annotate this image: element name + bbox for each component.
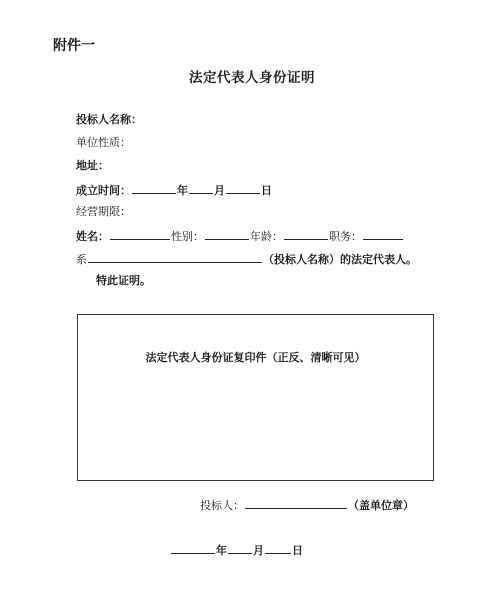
established-year-blank[interactable] — [132, 181, 176, 194]
certify-text: 特此证明。 — [96, 274, 151, 287]
representative-row — [76, 250, 417, 266]
bidder-name-label: 投标人名称： — [76, 113, 142, 126]
name-blank[interactable] — [110, 227, 170, 240]
date-year-unit: 年 — [216, 544, 227, 557]
position-label: 职务： — [329, 230, 362, 243]
address-label: 地址： — [76, 159, 109, 172]
established-year-unit: 年 — [177, 184, 188, 197]
bidder-name-blank[interactable] — [88, 250, 262, 263]
date-day-blank[interactable] — [265, 541, 291, 554]
established-row — [76, 181, 272, 197]
signature-blank[interactable] — [245, 496, 347, 509]
position-blank[interactable] — [363, 227, 403, 240]
established-day-blank[interactable] — [226, 181, 260, 194]
established-month-unit: 月 — [214, 184, 225, 197]
date-day-unit: 日 — [292, 544, 303, 557]
id-copy-box — [77, 314, 434, 481]
person-info-row — [76, 227, 404, 243]
established-day-unit: 日 — [261, 184, 272, 197]
established-month-blank[interactable] — [189, 181, 213, 194]
signature-row — [200, 496, 414, 513]
established-label: 成立时间： — [76, 184, 131, 197]
page-title: 法定代表人身份证明 — [189, 70, 315, 86]
name-label: 姓名： — [76, 230, 109, 243]
date-month-blank[interactable] — [228, 541, 252, 554]
date-row — [170, 541, 303, 558]
is-prefix: 系 — [76, 253, 87, 266]
date-year-blank[interactable] — [171, 541, 215, 554]
id-copy-caption: 法定代表人身份证复印件（正反、清晰可见） — [145, 351, 366, 364]
seal-note: （盖单位章） — [348, 499, 414, 512]
attachment-label: 附件一 — [53, 38, 95, 54]
gender-blank[interactable] — [205, 227, 249, 240]
gender-label: 性别： — [171, 230, 204, 243]
business-term-label: 经营期限： — [76, 205, 131, 218]
unit-nature-label: 单位性质： — [76, 136, 131, 149]
age-label: 年龄： — [250, 230, 283, 243]
age-blank[interactable] — [284, 227, 328, 240]
signature-label: 投标人： — [200, 499, 244, 512]
date-month-unit: 月 — [253, 544, 264, 557]
legal-rep-statement: （投标人名称）的法定代表人。 — [263, 253, 417, 266]
